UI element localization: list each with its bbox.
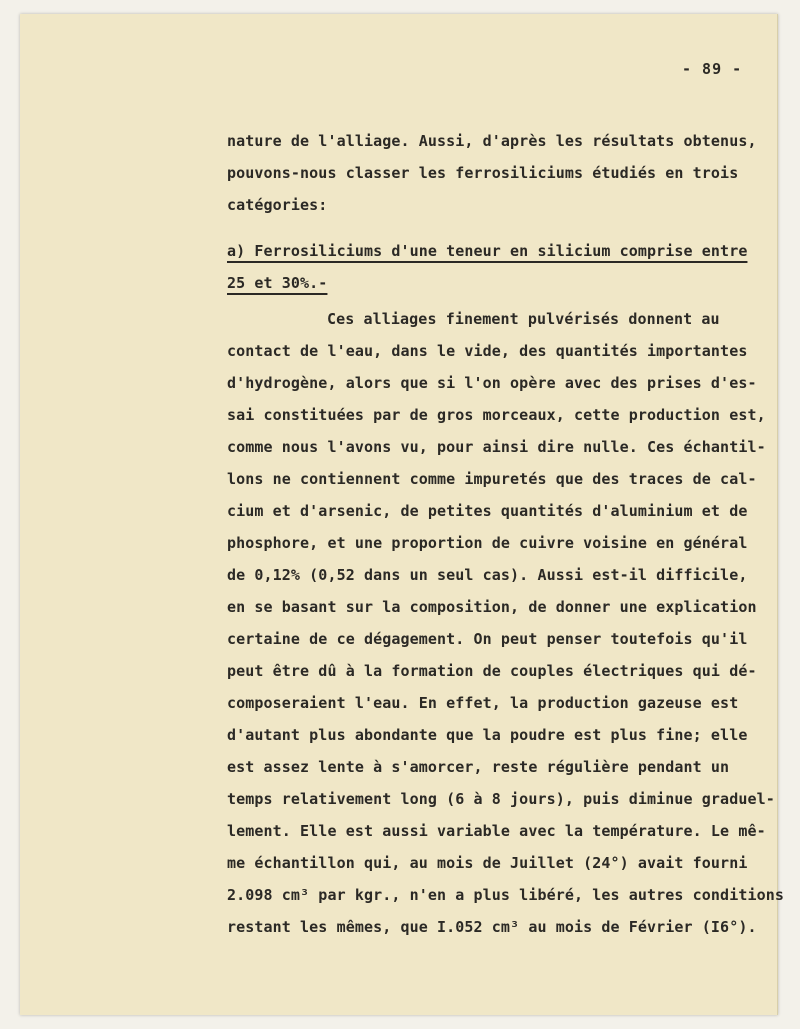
text-line: peut être dû à la formation de couples électriques qui dé- <box>227 662 757 680</box>
text-line: en se basant sur la composition, de donner une explication <box>227 598 757 616</box>
text-line: certaine de ce dégagement. On peut penser toutefois qu'il <box>227 630 748 648</box>
text-line: 2.098 cm³ par kgr., n'en a plus libéré, les autres conditions <box>227 886 784 904</box>
text-line: sai constituées par de gros morceaux, cette production est, <box>227 406 766 424</box>
text-line: nature de l'alliage. Aussi, d'après les résultats obtenus, <box>227 132 757 150</box>
text-line: comme nous l'avons vu, pour ainsi dire nulle. Ces échantil- <box>227 438 766 456</box>
text-line: cium et d'arsenic, de petites quantités d'aluminium et de <box>227 502 748 520</box>
document-page <box>20 14 784 1015</box>
text-line: lons ne contiennent comme impuretés que des traces de cal- <box>227 470 757 488</box>
text-line: pouvons-nous classer les ferrosiliciums étudiés en trois <box>227 164 739 182</box>
text-line: phosphore, et une proportion de cuivre voisine en général <box>227 534 748 552</box>
text-line: Ces alliages finement pulvérisés donnent au <box>327 310 720 328</box>
text-line: restant les mêmes, que I.052 cm³ au mois de Février (I6°). <box>227 918 757 936</box>
text-line: de 0,12% (0,52 dans un seul cas). Aussi est-il difficile, <box>227 566 748 584</box>
text-line: contact de l'eau, dans le vide, des quantités importantes <box>227 342 748 360</box>
section-heading: a) Ferrosiliciums d'une teneur en silicium comprise entre <box>227 242 748 260</box>
text-line: temps relativement long (6 à 8 jours), puis diminue graduel- <box>227 790 775 808</box>
text-line: catégories: <box>227 196 328 214</box>
text-line: d'autant plus abondante que la poudre est plus fine; elle <box>227 726 748 744</box>
section-heading-continued: 25 et 30%.- <box>227 274 328 292</box>
page-number: - 89 - <box>682 60 743 78</box>
text-line: lement. Elle est aussi variable avec la température. Le mê- <box>227 822 766 840</box>
text-line: d'hydrogène, alors que si l'on opère avec des prises d'es- <box>227 374 757 392</box>
text-line: est assez lente à s'amorcer, reste régulière pendant un <box>227 758 730 776</box>
text-line: composeraient l'eau. En effet, la production gazeuse est <box>227 694 739 712</box>
text-line: me échantillon qui, au mois de Juillet (24°) avait fourni <box>227 854 748 872</box>
